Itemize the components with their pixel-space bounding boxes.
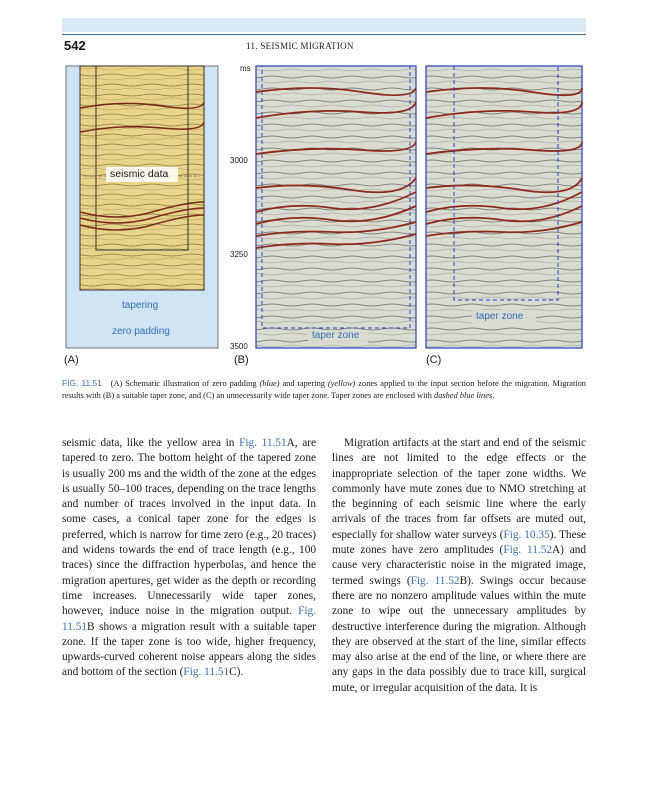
- right-paragraph: [332, 436, 586, 696]
- axis-unit: ms: [240, 64, 251, 73]
- zero-padding-label: zero padding: [112, 326, 170, 337]
- caption-text-d: .: [492, 390, 495, 400]
- right-text-3: A) and cause very characteristic noise in the migrated image, termed swings (: [332, 544, 587, 587]
- taper-zone-label-b: taper zone: [312, 330, 360, 341]
- tick-3500: 3500: [230, 342, 248, 351]
- tick-3000: 3000: [230, 156, 248, 165]
- panel-b-label: (B): [234, 354, 249, 366]
- right-text-1: Migration artifacts at the start and end of the seismic lines are not limited to the edge effects or the inappropriate selection of the taper zone widths. We commonly have mute zones due to NMO stretching at the beginning of each seismic line where the early arrivals of the traces from far offsets are muted out, especially for shallow water surveys (: [332, 437, 586, 541]
- fig-ref-11-52-a[interactable]: Fig. 11.52: [503, 544, 552, 557]
- figure-11-51: [62, 62, 586, 372]
- taper-zone-label-c: taper zone: [476, 311, 524, 322]
- left-text-2: A, are tapered to zero. The bottom height of the tapered zone is usually 200 ms and the width of the zone at the edges is usually 50–100 traces, depending on the trace lengths and number of traces involved in the input data. In some cases, a conical taper zone for the edges is preferred, which is narrow for time zero (e.g., 20 traces) and widens towards the end of trace length (e.g., 100 traces) since the diffraction hyperbolas, and hence the migration apertures, get wider as the depth or recording time increases. Unnecessarily wide taper zones, however, induce noise in the migration output.: [62, 437, 317, 618]
- tick-3250: 3250: [230, 250, 248, 259]
- figure-caption: [62, 378, 586, 401]
- left-paragraph: [62, 436, 316, 681]
- header-rule: [62, 34, 586, 35]
- body-column-left: [62, 436, 316, 681]
- right-text-2: ). These mute zones have zero amplitudes (: [332, 528, 586, 557]
- caption-blue-word: (blue): [259, 379, 280, 388]
- caption-dashed-words: dashed blue lines: [434, 390, 493, 400]
- fig-ref-11-51-c[interactable]: Fig. 11.51: [183, 666, 230, 679]
- left-text-4: C).: [229, 666, 244, 679]
- caption-text-b: and tapering: [279, 379, 328, 388]
- panel-b-graphic: [256, 66, 416, 348]
- caption-text-c: zones applied to the input section before the migration. Migration results with (B) a suitable taper zone, and (C) an unnecessarily wide taper zone. Taper zones are enclosed with: [62, 379, 586, 400]
- caption-text-a: (A) Schematic illustration of zero padding: [110, 379, 260, 388]
- seismic-data-label: seismic data: [110, 168, 169, 180]
- page-number: 542: [64, 38, 86, 53]
- right-text-4: B). Swings occur because there are no nonzero amplitude values within the mute zone to wipe out the unnecessary amplitudes by destructive interference during the migration. Although they are observed at the start of the line, similar effects may also arise at the end of the line, or where there are any gaps in the data possibly due to trace kill, surgical mute, or irregular acquisition of the data. It is: [332, 574, 586, 694]
- caption-yellow-word: (yellow): [327, 379, 356, 388]
- left-text-3: B shows a migration result with a suitable taper zone. If the taper zone is too wide, higher frequency, upwards-curved coherent noise appears along the sides and bottom of the section (: [62, 620, 316, 679]
- header-band: [62, 18, 586, 32]
- fig-ref-11-52-b[interactable]: Fig. 11.52: [410, 574, 460, 587]
- panel-a-label: (A): [64, 354, 79, 366]
- tapering-label: tapering: [122, 300, 159, 311]
- body-column-right: [332, 436, 586, 696]
- panel-c-label: (C): [426, 354, 442, 366]
- fig-ref-11-51-b[interactable]: Fig. 11.51: [62, 605, 316, 633]
- fig-ref-10-35[interactable]: Fig. 10.35: [503, 528, 550, 541]
- panel-c-graphic: [426, 66, 582, 348]
- running-title: 11. SEISMIC MIGRATION: [246, 41, 354, 51]
- caption-figure-id: FIG. 11.51: [62, 378, 102, 388]
- fig-ref-11-51-a[interactable]: Fig. 11.51: [239, 437, 287, 449]
- left-text-1: seismic data, like the yellow area in: [62, 437, 240, 449]
